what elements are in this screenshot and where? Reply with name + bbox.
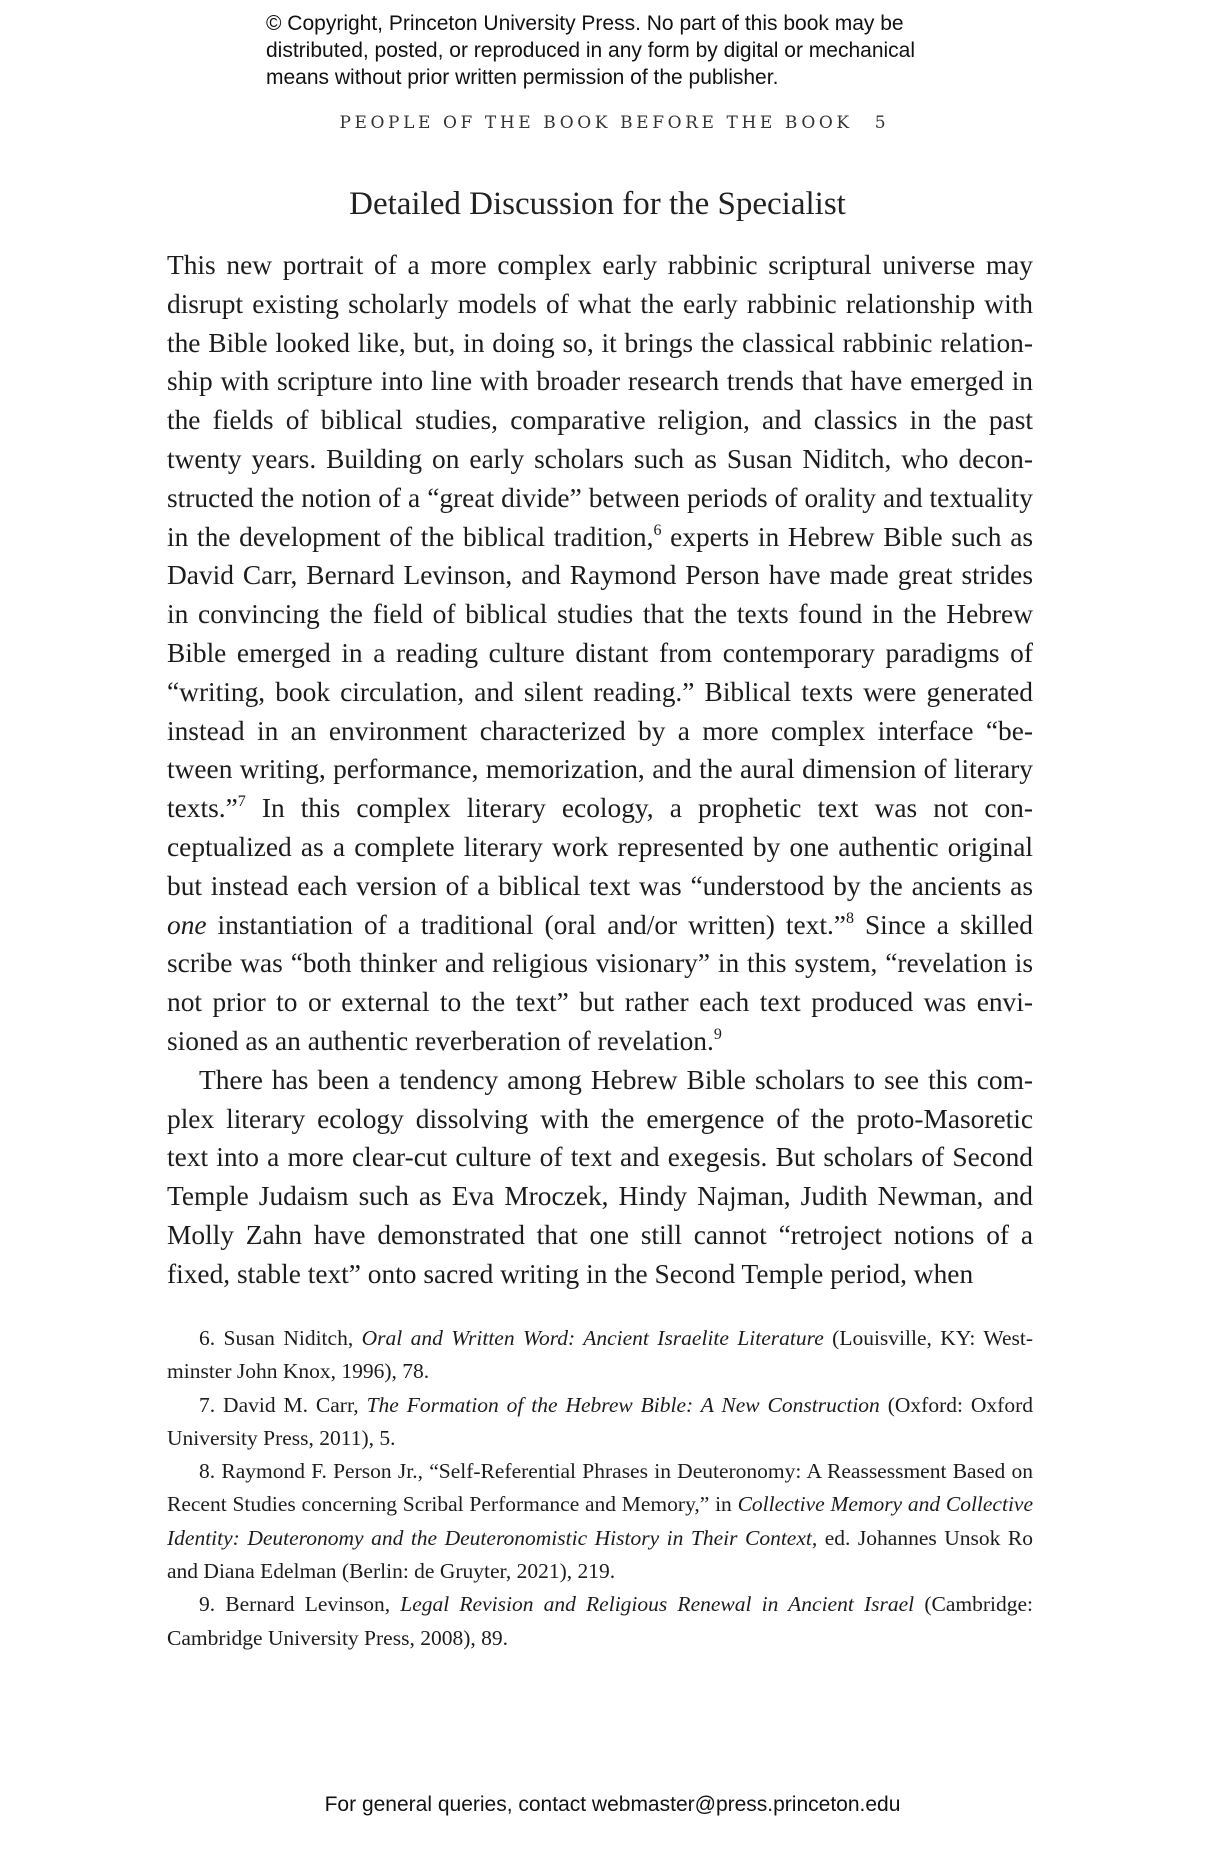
text-run: Susan Niditch, <box>223 1326 362 1350</box>
footnote-8 <box>167 1455 1033 1588</box>
body-text <box>167 246 1033 1294</box>
text-run: experts in Hebrew Bible such as David Carr, Bernard Levinson, and Raymond Person have made great strides in convincing the field of biblical studies that the texts found in the Hebrew Bible emerged in a reading culture distant from contemporary paradigms of “writing, book circulation, and silent reading.” Biblical texts were generated instead in an environment characterized by a more complex interface “between writing, performance, memorization, and the aural dimension of literary texts.” <box>167 521 1034 824</box>
emphasis: one <box>167 909 207 940</box>
text-run: This new portrait of a more complex early rabbinic scriptural universe may disrupt existing scholarly models of what the early rabbinic relationship with the Bible looked like, but, in doing so, it brings the classical rabbinic relationship with scripture into line with broader research trends that have emerged in the fields of biblical studies, comparative religion, and classics in the past twenty years. Building on early scholars such as Susan Niditch, who deconstructed the notion of a “great divide” between periods of orality and textuality in the development of the biblical tradition, <box>167 250 1033 552</box>
text-run: (Louisville, KY: Westminster John Knox, 1996), 78. <box>167 1326 1033 1384</box>
footnote-ref-9[interactable]: 9 <box>713 1025 722 1043</box>
text-run: ed. Johannes Unsok Ro and Diana Edelman (Berlin: de Gruyter, 2021), 219. <box>167 1525 1033 1584</box>
book-title: Legal Revision and Religious Renewal in Ancient Israel <box>400 1592 915 1617</box>
copyright-line: © Copyright, Princeton University Press. No part of this book may be <box>266 12 904 35</box>
text-run: (Cambridge: Cambridge University Press, 2008), 89. <box>167 1592 1033 1650</box>
footnote-number: 8. <box>199 1459 216 1484</box>
footnote-number: 7. <box>199 1392 216 1417</box>
footnote-ref-8[interactable]: 8 <box>845 909 854 927</box>
text-run: In this complex literary ecology, a prophetic text was not conceptualized as a complete literary work represented by one authentic original but instead each version of a biblical text was “understood by the ancients as <box>167 793 1033 901</box>
book-title: Collective Memory and Collective Identity: Deuteronomy and the Deuteronomistic History in Their Context, <box>167 1492 1034 1550</box>
book-title: Oral and Written Word: Ancient Israelite Literature <box>361 1326 824 1350</box>
footnote-ref-7[interactable]: 7 <box>237 793 246 811</box>
paragraph: There has been a tendency among Hebrew Bible scholars to see this complex literary ecology dissolving with the emergence of the proto-Masoretic text into a more clear-cut culture of text and exegesis. But scholars of Second Temple Judaism such as Eva Mroczek, Hindy Najman, Judith Newman, and Molly Zahn have demonstrated that one still cannot “retroject notions of a fixed, stable text” onto sacred writing in the Second Temple period, when <box>167 1064 1033 1289</box>
text-run: Since a skilled scribe was “both thinker and religious visionary” in this system, “revelation is not prior to or external to the text” but rather each text produced was envisioned as an authentic reverberation of revelation. <box>167 909 1033 1056</box>
section-title: Detailed Discussion for the Specialist <box>349 186 846 222</box>
page-number: 5 <box>874 113 886 133</box>
footnote-number: 9. <box>199 1592 216 1617</box>
text-run: instantiation of a traditional (oral and/or written) text.” <box>206 909 846 940</box>
copyright-line: distributed, posted, or reproduced in any form by digital or mechanical <box>266 39 916 62</box>
footnote-7 <box>167 1389 1033 1456</box>
footnotes <box>167 1322 1033 1655</box>
footnote-9 <box>167 1588 1033 1655</box>
paragraph <box>167 246 1033 1061</box>
running-head <box>0 113 1225 133</box>
text-run: David M. Carr, <box>223 1392 367 1417</box>
copyright-line: means without prior written permission of the publisher. <box>266 66 779 89</box>
text-run: Raymond F. Person Jr., “Self-Referential Phrases in Deuteronomy: A Reassessment Based on Recent Studies concerning Scribal Performance and Memory,” in <box>167 1459 1033 1517</box>
footnote-6 <box>167 1322 1033 1389</box>
text-run: (Oxford: Oxford University Press, 2011), 5. <box>167 1392 1033 1450</box>
contact-notice: For general queries, contact webmaster@press.princeton.edu <box>324 1793 901 1816</box>
text-run: Bernard Levinson, <box>225 1592 401 1617</box>
copyright-notice <box>266 10 1026 91</box>
running-head-title: PEOPLE OF THE BOOK BEFORE THE BOOK <box>339 113 853 133</box>
book-title: The Formation of the Hebrew Bible: A New Construction <box>366 1392 880 1417</box>
footnote-ref-6[interactable]: 6 <box>653 521 662 539</box>
footnote-number: 6. <box>199 1326 216 1350</box>
